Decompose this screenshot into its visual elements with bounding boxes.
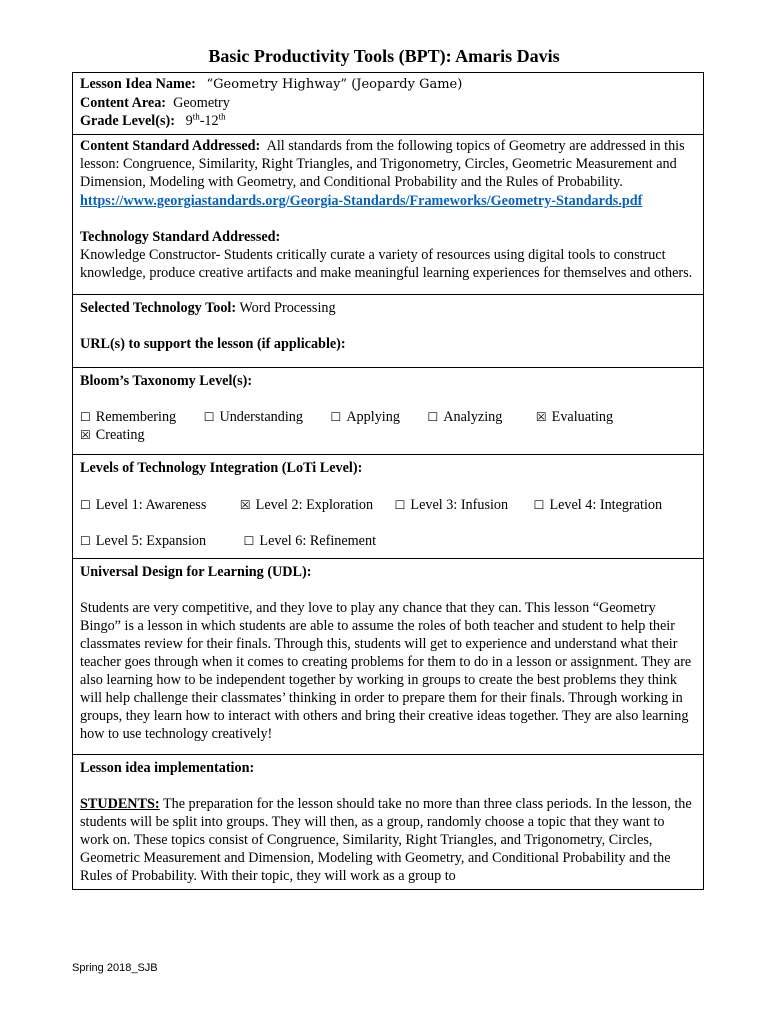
blooms-option-evaluating[interactable]: ☒ Evaluating (535, 409, 614, 426)
blooms-option-analyzing[interactable]: ☐ Analyzing (427, 409, 503, 426)
blooms-label: Bloom’s Taxonomy Level(s): (80, 373, 253, 390)
blooms-option-applying[interactable]: ☐ Applying (330, 409, 400, 426)
blooms-option-remembering[interactable]: ☐ Remembering (80, 409, 177, 426)
checked-checkbox-icon: ☒ (80, 428, 91, 443)
tool-row (80, 299, 696, 317)
grade-level-row (80, 112, 696, 130)
grade-start: 9 (185, 113, 193, 130)
loti-options-row-2 (80, 532, 696, 550)
checkbox-icon: ☐ (533, 497, 545, 512)
lesson-name-label: Lesson Idea Name: (80, 76, 196, 92)
tech-standard-text: Knowledge Constructor- Students critically curate a variety of resources using digital tools to construct knowledge, produce creative artifacts and make meaningful learning experiences for themselves and others. (80, 246, 693, 281)
content-standard-label: Content Standard Addressed: (80, 138, 261, 155)
content-area-value: Geometry (173, 95, 230, 112)
checkbox-icon: ☐ (330, 410, 342, 425)
loti-cell (73, 455, 703, 558)
udl-text: Students are very competitive, and they love to play any chance that they can. This lesson “Geometry Bingo” is a lesson in which students are able to assume the roles of both teacher and student to help their classmates review for their finals. Through this, students will get to experience and understand what their teacher goes through when it comes to creating problems for them to do in a lesson or assignment. They are also learning how to be independent together by working in groups to create the best problems they think will help challenge their classmates’ thinking in order to prepare them for their finals. Through working in groups, they learn how to interact with others and bring their creative ideas together. They are also learning how to use technology creatively! (80, 599, 692, 743)
content-standard-text: All standards from the following topics of Geometry are addressed in this lesson: Congruence, Similarity, Right Triangles, and Trigonometry, Circles, Geometric Measurement and Dimension, Modeling with Geometry, and Conditional Probability and the Rules of Probability. (80, 138, 685, 191)
checked-checkbox-icon: ☒ (535, 410, 547, 425)
grade-start-sup: th (192, 111, 200, 122)
blooms-option-understanding[interactable]: ☐ Understanding (203, 409, 303, 426)
loti-option-level-3[interactable]: ☐ Level 3: Infusion (394, 496, 509, 513)
checkbox-icon: ☐ (203, 410, 215, 425)
tool-value: Word Processing (239, 299, 336, 316)
lesson-name-row (80, 75, 696, 94)
checkbox-icon: ☐ (80, 497, 91, 512)
document-title: Basic Productivity Tools (BPT): Amaris Davis (208, 46, 560, 66)
content-area-row (80, 94, 696, 112)
udl-cell (73, 559, 703, 755)
loti-option-level-5[interactable]: ☐ Level 5: Expansion (80, 532, 207, 549)
checkbox-icon: ☐ (427, 410, 439, 425)
technology-tool-cell (73, 295, 703, 368)
blooms-cell (73, 368, 703, 455)
checkbox-icon: ☐ (243, 533, 255, 548)
content-area-label: Content Area: (80, 95, 167, 112)
tech-standard-label: Technology Standard Addressed: (80, 228, 281, 245)
loti-option-level-2[interactable]: ☒ Level 2: Exploration (239, 496, 374, 513)
grade-separator: -12 (199, 113, 219, 130)
students-label: STUDENTS: (80, 795, 160, 812)
loti-options-row-1 (80, 496, 696, 514)
page-footer: Spring 2018_SJB (72, 962, 158, 974)
checked-checkbox-icon: ☒ (239, 497, 251, 512)
content-standard-paragraph (80, 137, 696, 191)
implementation-label: Lesson idea implementation: (80, 759, 255, 776)
georgia-standards-link[interactable]: https://www.georgiastandards.org/Georgia-Standards/Frameworks/Geometry-Standards.pdf (80, 192, 643, 209)
lesson-plan-table (72, 72, 704, 890)
udl-label: Universal Design for Learning (UDL): (80, 563, 312, 580)
grade-level-label: Grade Level(s): (80, 113, 175, 130)
students-text: The preparation for the lesson should take no more than three class periods. In the lesson, the students will be split into groups. They will then, as a group, randomly choose a topic that they want to work on. These topics consist of Congruence, Similarity, Right Triangles, and Trigonometry, Circles, Geometric Measurement and Dimension, Modeling with Geometry, and Conditional Probability and the Rules of Probability. With their topic, they will work as a group to (80, 795, 692, 884)
blooms-options (80, 408, 696, 444)
students-paragraph (80, 795, 696, 885)
lesson-name-value: “Geometry Highway” (Jeopardy Game) (206, 77, 463, 92)
grade-end-sup: th (218, 111, 226, 122)
lesson-info-cell (73, 73, 703, 135)
checkbox-icon: ☐ (394, 497, 406, 512)
tool-label: Selected Technology Tool: (80, 299, 237, 316)
checkbox-icon: ☐ (80, 410, 91, 425)
loti-option-level-4[interactable]: ☐ Level 4: Integration (533, 496, 663, 513)
url-label: URL(s) to support the lesson (if applicable): (80, 336, 346, 353)
standards-cell (73, 135, 703, 295)
loti-option-level-6[interactable]: ☐ Level 6: Refinement (243, 532, 377, 549)
implementation-cell (73, 755, 703, 890)
loti-label: Levels of Technology Integration (LoTi Level): (80, 460, 363, 477)
checkbox-icon: ☐ (80, 533, 91, 548)
loti-option-level-1[interactable]: ☐ Level 1: Awareness (80, 496, 207, 513)
blooms-option-creating[interactable]: ☒ Creating (80, 427, 145, 444)
